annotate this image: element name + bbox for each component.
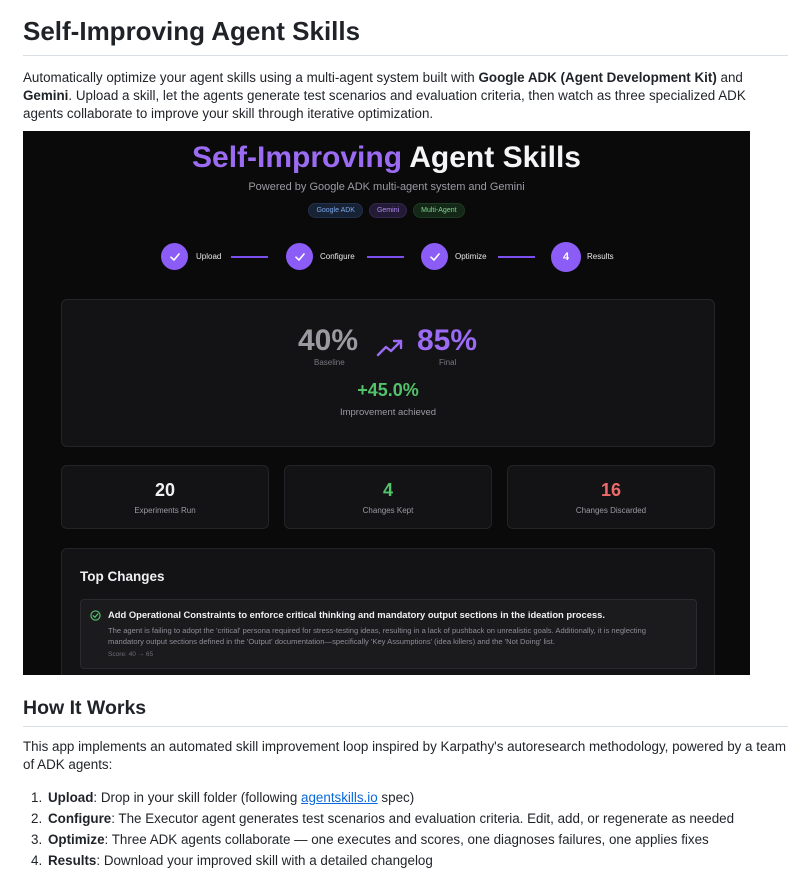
stat-changes-discarded [507, 465, 715, 529]
change-description: The agent is failing to adopt the 'critical' persona required for stress-testing ideas, resulting in a lack of pushback on unrealistic goals. Additionally, it is neglecting mandatory output sections defined in the 'Output' documentation—specifically 'Key Assumptions' (idea killers) and the 'Not Doing' list. [108, 626, 646, 646]
stat-value: 16 [600, 480, 622, 500]
step-results-number[interactable]: 4 [551, 242, 581, 272]
app-screenshot [23, 131, 750, 675]
badge-google-adk: Google ADK [308, 203, 363, 218]
badge-gemini: Gemini [369, 203, 407, 218]
hero-title [23, 141, 750, 175]
step-connector [367, 256, 404, 258]
list-item-title: Upload [48, 790, 94, 805]
stepper [161, 243, 631, 273]
step-optimize-label: Optimize [455, 252, 487, 261]
list-item-configure [31, 808, 788, 829]
list-item-title: Configure [48, 811, 112, 826]
stat-value: 20 [154, 480, 176, 500]
list-number: 1. [31, 790, 43, 805]
step-results-label: Results [587, 252, 614, 261]
how-it-works-list [31, 787, 788, 871]
top-changes-card [61, 548, 715, 675]
step-connector [231, 256, 268, 258]
list-item-text: : Download your improved skill with a detailed changelog [96, 853, 433, 868]
list-item-text: : Drop in your skill folder (following [93, 790, 302, 805]
list-number: 2. [31, 811, 43, 826]
hero-title-rest: Agent Skills [402, 141, 581, 174]
hero-title-accent: Self-Improving [192, 141, 403, 174]
stat-changes-kept [284, 465, 492, 529]
step-connector [498, 256, 535, 258]
change-item[interactable] [80, 599, 697, 669]
change-heading: Add Operational Constraints to enforce critical thinking and mandatory output sections in the ideation process. [108, 609, 605, 620]
list-item-text: spec) [377, 790, 415, 805]
badge-multi-agent: Multi-Agent [413, 203, 464, 218]
hero-subtitle: Powered by Google ADK multi-agent system and Gemini [248, 181, 525, 193]
baseline-label: Baseline [314, 358, 345, 367]
score-summary-card [61, 299, 715, 447]
top-changes-title: Top Changes [80, 569, 165, 584]
page-title: Self-Improving Agent Skills [23, 0, 788, 56]
list-number: 4. [31, 853, 43, 868]
intro-bold-adk: Google ADK (Agent Development Kit) [478, 70, 717, 85]
intro-text-3: . Upload a skill, let the agents generate test scenarios and evaluation criteria, then watch as three specialized ADK agents collaborate to improve your skill through iterative optimization. [23, 88, 746, 121]
trending-up-icon [376, 338, 404, 358]
list-item-title: Results [48, 853, 97, 868]
list-item-optimize [31, 829, 788, 850]
stat-label: Changes Kept [362, 506, 414, 515]
list-item-results [31, 850, 788, 871]
stat-value: 4 [382, 480, 393, 500]
stat-experiments-run [61, 465, 269, 529]
intro-bold-gemini: Gemini [23, 88, 69, 103]
step-configure-check-icon[interactable] [286, 243, 313, 270]
intro-text-2: and [716, 70, 743, 85]
step-upload-label: Upload [196, 252, 222, 261]
stat-label: Experiments Run [134, 506, 196, 515]
improvement-value: +45.0% [357, 380, 419, 400]
stat-label: Changes Discarded [575, 506, 647, 515]
final-score: 85% [417, 324, 478, 357]
agentskills-link[interactable]: agentskills.io [301, 790, 378, 805]
step-optimize-check-icon[interactable] [421, 243, 448, 270]
list-item-title: Optimize [48, 832, 105, 847]
change-score: Score: 40 → 65 [108, 651, 154, 658]
final-label: Final [439, 358, 457, 367]
how-it-works-heading: How It Works [23, 697, 788, 727]
step-configure-label: Configure [320, 252, 355, 261]
intro-paragraph [23, 69, 788, 123]
baseline-score: 40% [298, 324, 359, 357]
check-circle-icon [90, 610, 101, 621]
list-item-text: : Three ADK agents collaborate — one executes and scores, one diagnoses failures, one applies fixes [104, 832, 709, 847]
list-number: 3. [31, 832, 43, 847]
how-it-works-text: This app implements an automated skill improvement loop inspired by Karpathy's autoresearch methodology, powered by a team of ADK agents: [23, 739, 786, 772]
improvement-label: Improvement achieved [339, 407, 437, 418]
step-upload-check-icon[interactable] [161, 243, 188, 270]
list-item-text: : The Executor agent generates test scenarios and evaluation criteria. Edit, add, or regenerate as needed [111, 811, 735, 826]
list-item-upload [31, 787, 788, 808]
intro-text-1: Automatically optimize your agent skills using a multi-agent system built with [23, 70, 479, 85]
badge-row [23, 203, 750, 218]
